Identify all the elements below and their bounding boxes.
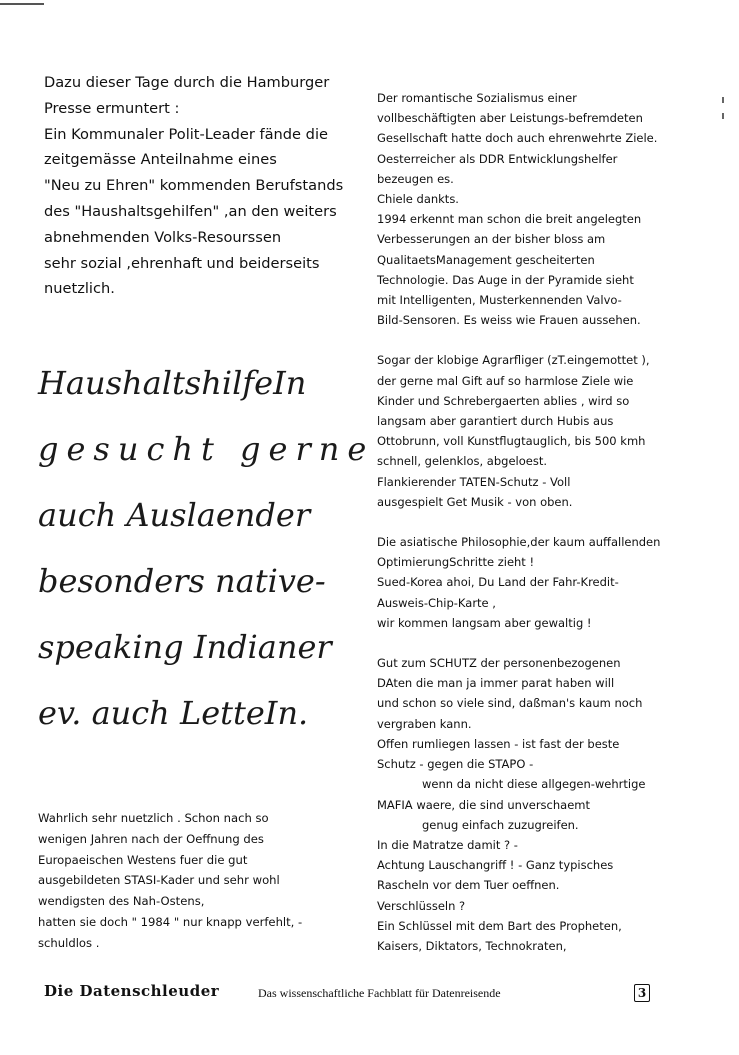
- text-line: ausgespielt Get Musik - von oben.: [377, 494, 573, 509]
- text-line: Kinder und Schrebergaerten ablies , wird so: [377, 393, 630, 408]
- text-line: wendigsten des Nah-Ostens,: [38, 894, 205, 909]
- text-line: ausgebildeten STASI-Kader und sehr wohl: [38, 873, 280, 888]
- text-line: nuetzlich.: [44, 280, 115, 298]
- text-line: sehr sozial ,ehrenhaft und beiderseits: [44, 254, 320, 272]
- text-line: Ausweis-Chip-Karte ,: [377, 595, 496, 610]
- text-line: Europaeischen Westens fuer die gut: [38, 852, 248, 867]
- text-line: zeitgemässe Anteilnahme eines: [44, 151, 277, 169]
- text-line: 1994 erkennt man schon die breit angelegten: [377, 212, 642, 227]
- intro-paragraph: [44, 70, 344, 302]
- text-line: Verschlüsseln ?: [377, 898, 466, 913]
- publication-masthead: Die Datenschleuder: [44, 982, 220, 1000]
- text-line: schuldlos .: [38, 935, 100, 950]
- text-line: mit Intelligenten, Musterkennenden Valvo-: [377, 293, 622, 308]
- text-line: wenigen Jahren nach der Oeffnung des: [38, 831, 264, 846]
- right-column: [377, 88, 717, 956]
- text-line: und schon so viele sind, daßman's kaum noch: [377, 696, 643, 711]
- text-line: Flankierender TATEN-Schutz - Voll: [377, 474, 571, 489]
- text-line: Sogar der klobige Agrarfliger (zT.eingemottet ),: [377, 353, 650, 368]
- text-line: genug einfach zuzugreifen.: [422, 817, 579, 832]
- ad-line: gesucht gerne: [38, 430, 375, 468]
- text-line: Chiele dankts.: [377, 192, 459, 207]
- ad-line: speaking Indianer: [38, 628, 332, 666]
- text-line: Dazu dieser Tage durch die Hamburger: [44, 74, 330, 91]
- page-number: 3: [634, 984, 650, 1002]
- paragraph-gap: [377, 512, 717, 532]
- text-line: bezeugen es.: [377, 171, 454, 186]
- text-line: Gut zum SCHUTZ der personenbezogenen: [377, 656, 621, 671]
- text-line: langsam aber garantiert durch Hubis aus: [377, 414, 614, 429]
- paragraph-socialism: [377, 88, 717, 330]
- scan-tick-mark: [722, 97, 724, 103]
- text-line: In die Matratze damit ? -: [377, 837, 518, 852]
- ad-line: HaushaltshilfeIn: [38, 364, 307, 402]
- publication-tagline: Das wissenschaftliche Fachblatt für Datenreisende: [258, 986, 501, 1000]
- ad-line: ev. auch LetteIn.: [38, 694, 309, 732]
- text-line: vollbeschäftigten aber Leistungs-befremdeten: [377, 111, 643, 126]
- text-line: Gesellschaft hatte doch auch ehrenwehrte Ziele.: [377, 131, 658, 146]
- paragraph-asia: [377, 532, 717, 633]
- text-line: Ein Kommunaler Polit-Leader fände die: [44, 125, 328, 143]
- text-line: Technologie. Das Auge in der Pyramide sieht: [377, 272, 634, 287]
- text-line: MAFIA waere, die sind unverschaemt: [377, 797, 590, 812]
- text-line: Oesterreicher als DDR Entwicklungshelfer: [377, 151, 618, 166]
- scan-tick-mark: [722, 113, 724, 119]
- closing-paragraph: [38, 808, 338, 954]
- text-line: hatten sie doch " 1984 " nur knapp verfehlt, -: [38, 914, 303, 929]
- text-line: Kaisers, Diktators, Technokraten,: [377, 938, 567, 953]
- text-line: Bild-Sensoren. Es weiss wie Frauen aussehen.: [377, 313, 641, 328]
- text-line: DAten die man ja immer parat haben will: [377, 676, 615, 691]
- text-line: Sued-Korea ahoi, Du Land der Fahr-Kredit-: [377, 575, 619, 590]
- text-line: OptimierungSchritte zieht !: [377, 555, 535, 570]
- text-line: der gerne mal Gift auf so harmlose Ziele wie: [377, 373, 634, 388]
- text-line: wir kommen langsam aber gewaltig !: [377, 615, 592, 630]
- text-line: Rascheln vor dem Tuer oeffnen.: [377, 878, 560, 893]
- text-line: QualitaetsManagement gescheiterten: [377, 252, 595, 267]
- paragraph-gap: [377, 633, 717, 653]
- text-line: schnell, gelenklos, abgeloest.: [377, 454, 547, 469]
- text-line: wenn da nicht diese allgegen-wehrtige: [422, 777, 646, 792]
- text-line: Verbesserungen an der bisher bloss am: [377, 232, 606, 247]
- text-line: abnehmenden Volks-Resourssen: [44, 228, 282, 246]
- job-advertisement: [38, 350, 375, 746]
- text-line: Achtung Lauschangriff ! - Ganz typisches: [377, 858, 614, 873]
- text-line: Die asiatische Philosophie,der kaum auffallenden: [377, 535, 661, 550]
- text-line: Ottobrunn, voll Kunstflugtauglich, bis 500 kmh: [377, 434, 646, 449]
- text-line: Ein Schlüssel mit dem Bart des Propheten,: [377, 918, 622, 933]
- text-line: vergraben kann.: [377, 716, 472, 731]
- text-line: Wahrlich sehr nuetzlich . Schon nach so: [38, 811, 269, 825]
- text-line: Der romantische Sozialismus einer: [377, 91, 577, 105]
- paragraph-gap: [377, 330, 717, 350]
- text-line: "Neu zu Ehren" kommenden Berufstands: [44, 177, 344, 195]
- ad-line: besonders native-: [38, 562, 326, 600]
- ad-line: auch Auslaender: [38, 496, 311, 534]
- scan-corner-mark: [0, 3, 44, 5]
- paragraph-agrarflieger: [377, 350, 717, 512]
- text-line: Offen rumliegen lassen - ist fast der beste: [377, 736, 620, 751]
- text-line: Schutz - gegen die STAPO -: [377, 757, 534, 772]
- page-footer: [0, 980, 739, 1010]
- paragraph-schutz: [377, 653, 717, 956]
- text-line: Presse ermuntert :: [44, 99, 180, 117]
- text-line: des "Haushaltsgehilfen" ,an den weiters: [44, 202, 337, 220]
